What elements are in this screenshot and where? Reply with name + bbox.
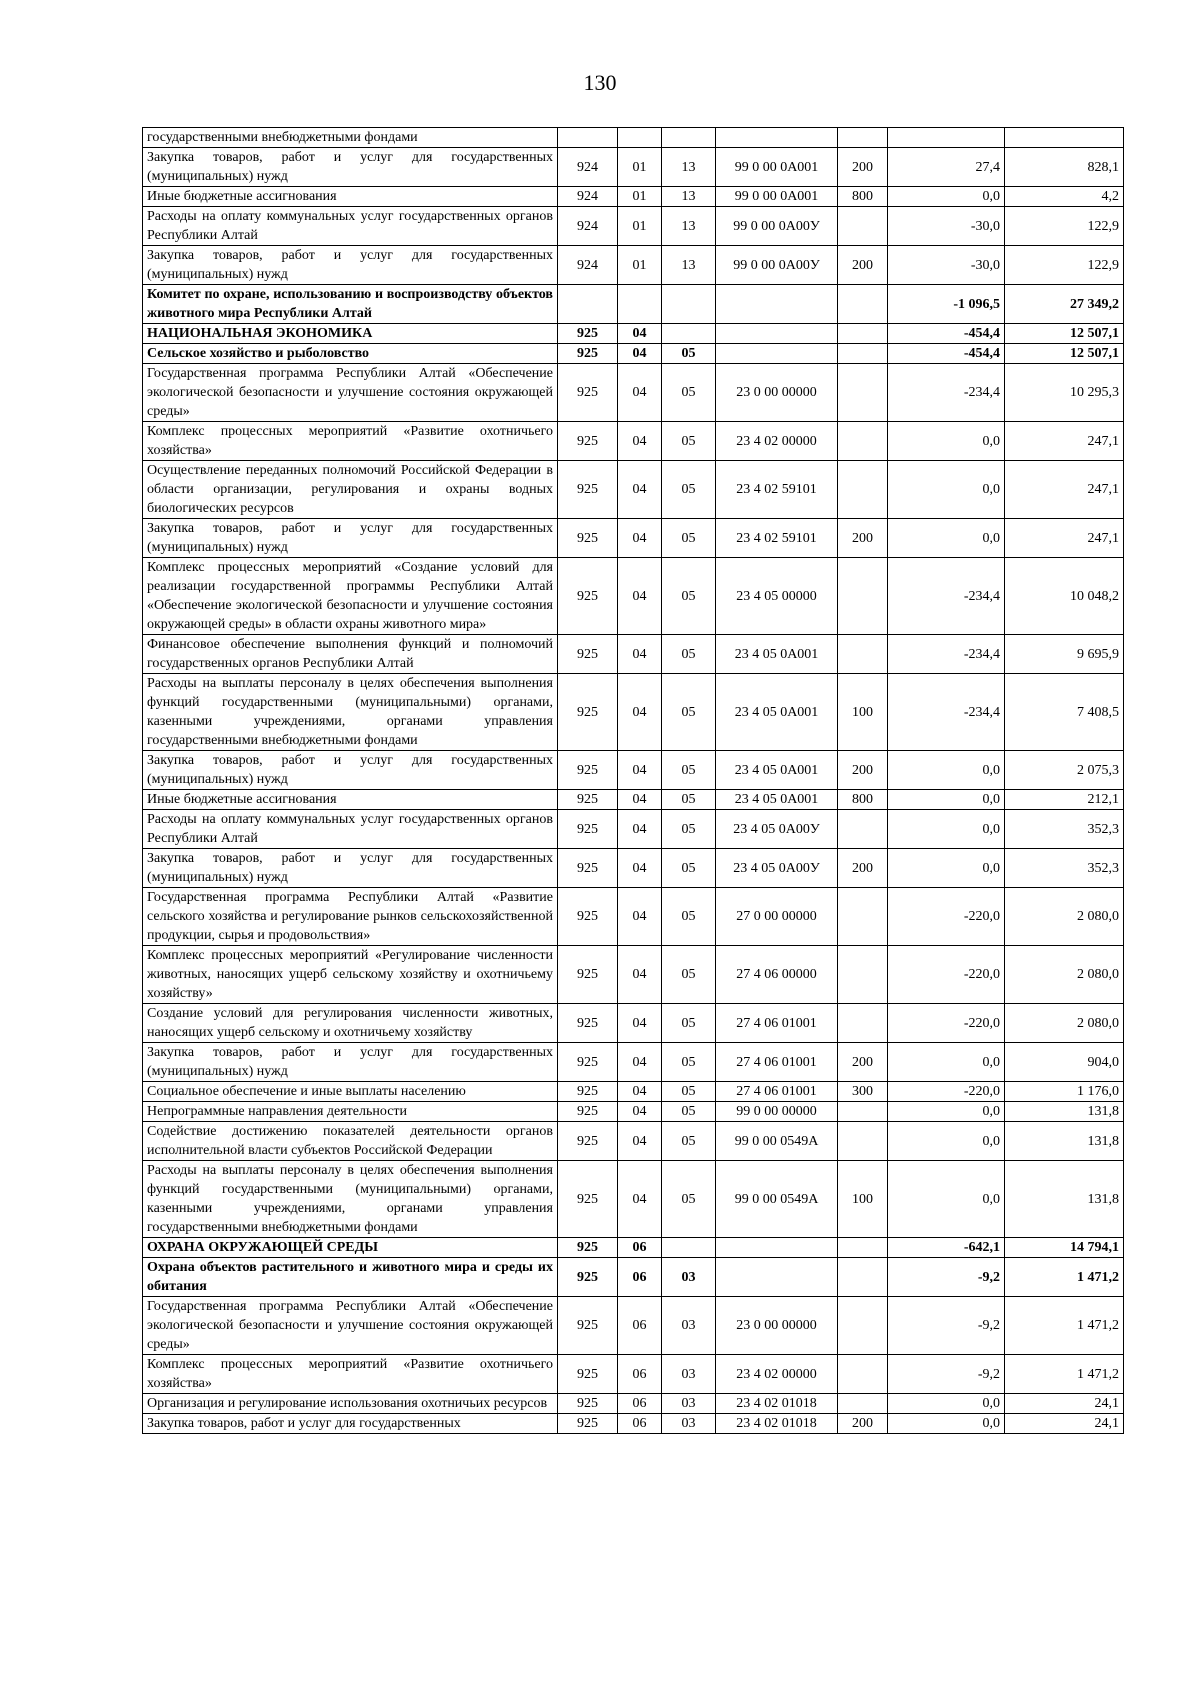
table-row (143, 187, 1124, 207)
row-change-amount-cell: 0,0 (888, 187, 1005, 207)
row-target-item-code-cell: 23 4 05 0А00У (716, 810, 838, 849)
row-section-code-cell: 04 (618, 344, 662, 364)
row-expense-type-code-cell (838, 1004, 888, 1043)
row-expense-type-code-cell: 200 (838, 148, 888, 187)
row-name-cell: государственными внебюджетными фондами (143, 128, 558, 148)
row-target-item-code-cell: 23 4 05 0А001 (716, 674, 838, 751)
row-name-cell: Комплекс процессных мероприятий «Развитие охотничьего хозяйства» (143, 1355, 558, 1394)
table-row (143, 246, 1124, 285)
row-subsection-code-cell: 05 (662, 1043, 716, 1082)
table-row (143, 1043, 1124, 1082)
row-subsection-code-cell (662, 285, 716, 324)
row-name-cell: Комплекс процессных мероприятий «Развитие охотничьего хозяйства» (143, 422, 558, 461)
row-change-amount-cell: 0,0 (888, 849, 1005, 888)
row-expense-type-code-cell (838, 1102, 888, 1122)
table-row (143, 324, 1124, 344)
row-subsection-code-cell: 05 (662, 519, 716, 558)
row-section-code-cell: 04 (618, 635, 662, 674)
table-row (143, 207, 1124, 246)
row-target-item-code-cell: 27 4 06 01001 (716, 1082, 838, 1102)
row-change-amount-cell: -234,4 (888, 364, 1005, 422)
row-expense-type-code-cell (838, 1355, 888, 1394)
row-section-code-cell: 06 (618, 1414, 662, 1434)
row-admin-code-cell: 925 (558, 1394, 618, 1414)
row-expense-type-code-cell (838, 1238, 888, 1258)
row-subsection-code-cell: 05 (662, 364, 716, 422)
row-expense-type-code-cell (838, 1297, 888, 1355)
row-expense-type-code-cell: 200 (838, 849, 888, 888)
row-subsection-code-cell (662, 1238, 716, 1258)
row-target-item-code-cell: 23 0 00 00000 (716, 1297, 838, 1355)
table-row (143, 635, 1124, 674)
row-expense-type-code-cell (838, 344, 888, 364)
row-admin-code-cell: 924 (558, 207, 618, 246)
row-target-item-code-cell (716, 1258, 838, 1297)
row-total-amount-cell: 2 080,0 (1005, 1004, 1124, 1043)
row-change-amount-cell: 0,0 (888, 422, 1005, 461)
row-change-amount-cell (888, 128, 1005, 148)
row-name-cell: Осуществление переданных полномочий Российской Федерации в области организации, регулирования и охраны водных биологических ресурсов (143, 461, 558, 519)
row-name-cell: НАЦИОНАЛЬНАЯ ЭКОНОМИКА (143, 324, 558, 344)
row-subsection-code-cell: 05 (662, 422, 716, 461)
row-name-cell: Комитет по охране, использованию и воспроизводству объектов животного мира Республики Алтай (143, 285, 558, 324)
row-target-item-code-cell: 99 0 00 00000 (716, 1102, 838, 1122)
table-row (143, 790, 1124, 810)
row-admin-code-cell: 925 (558, 324, 618, 344)
row-total-amount-cell: 247,1 (1005, 461, 1124, 519)
row-admin-code-cell: 924 (558, 148, 618, 187)
row-section-code-cell: 04 (618, 558, 662, 635)
row-subsection-code-cell: 13 (662, 148, 716, 187)
row-expense-type-code-cell (838, 207, 888, 246)
row-total-amount-cell: 2 080,0 (1005, 888, 1124, 946)
row-target-item-code-cell: 23 4 02 59101 (716, 519, 838, 558)
row-expense-type-code-cell (838, 422, 888, 461)
row-subsection-code-cell: 13 (662, 187, 716, 207)
row-total-amount-cell: 2 080,0 (1005, 946, 1124, 1004)
row-section-code-cell: 04 (618, 1082, 662, 1102)
table-row (143, 519, 1124, 558)
row-subsection-code-cell: 05 (662, 946, 716, 1004)
row-target-item-code-cell: 23 4 02 01018 (716, 1394, 838, 1414)
row-total-amount-cell: 12 507,1 (1005, 344, 1124, 364)
row-name-cell: Закупка товаров, работ и услуг для государственных (143, 1414, 558, 1434)
row-admin-code-cell: 925 (558, 1004, 618, 1043)
row-expense-type-code-cell: 200 (838, 1414, 888, 1434)
row-section-code-cell: 04 (618, 422, 662, 461)
row-expense-type-code-cell (838, 946, 888, 1004)
row-expense-type-code-cell (838, 1394, 888, 1414)
row-total-amount-cell: 10 048,2 (1005, 558, 1124, 635)
table-row (143, 1004, 1124, 1043)
row-name-cell: Охрана объектов растительного и животного мира и среды их обитания (143, 1258, 558, 1297)
row-change-amount-cell: 0,0 (888, 1394, 1005, 1414)
row-total-amount-cell: 4,2 (1005, 187, 1124, 207)
row-change-amount-cell: -220,0 (888, 1004, 1005, 1043)
table-row (143, 888, 1124, 946)
table-row (143, 558, 1124, 635)
table-row (143, 1122, 1124, 1161)
row-target-item-code-cell: 99 0 00 0А001 (716, 148, 838, 187)
row-total-amount-cell: 7 408,5 (1005, 674, 1124, 751)
table-row (143, 1238, 1124, 1258)
table-row (143, 1258, 1124, 1297)
row-change-amount-cell: 0,0 (888, 1414, 1005, 1434)
row-target-item-code-cell: 27 4 06 00000 (716, 946, 838, 1004)
row-admin-code-cell: 925 (558, 751, 618, 790)
row-change-amount-cell: -220,0 (888, 1082, 1005, 1102)
row-name-cell: Комплекс процессных мероприятий «Регулирование численности животных, наносящих ущерб сельскому хозяйству и охотничьему хозяйству» (143, 946, 558, 1004)
table-row (143, 849, 1124, 888)
table-row (143, 285, 1124, 324)
table-row (143, 461, 1124, 519)
row-change-amount-cell: -9,2 (888, 1355, 1005, 1394)
row-total-amount-cell: 828,1 (1005, 148, 1124, 187)
row-change-amount-cell: -642,1 (888, 1238, 1005, 1258)
row-change-amount-cell: -454,4 (888, 324, 1005, 344)
row-total-amount-cell: 131,8 (1005, 1161, 1124, 1238)
row-change-amount-cell: 27,4 (888, 148, 1005, 187)
row-change-amount-cell: -234,4 (888, 558, 1005, 635)
row-change-amount-cell: 0,0 (888, 461, 1005, 519)
row-change-amount-cell: -220,0 (888, 946, 1005, 1004)
row-subsection-code-cell: 03 (662, 1355, 716, 1394)
row-section-code-cell: 06 (618, 1238, 662, 1258)
row-admin-code-cell: 925 (558, 1161, 618, 1238)
row-admin-code-cell (558, 285, 618, 324)
row-change-amount-cell: 0,0 (888, 1102, 1005, 1122)
row-expense-type-code-cell (838, 1258, 888, 1297)
row-target-item-code-cell: 27 4 06 01001 (716, 1043, 838, 1082)
row-admin-code-cell: 925 (558, 344, 618, 364)
row-subsection-code-cell: 05 (662, 344, 716, 364)
row-admin-code-cell: 925 (558, 519, 618, 558)
row-expense-type-code-cell (838, 461, 888, 519)
row-total-amount-cell: 14 794,1 (1005, 1238, 1124, 1258)
row-subsection-code-cell: 05 (662, 558, 716, 635)
row-name-cell: Расходы на выплаты персоналу в целях обеспечения выполнения функций государственными (муниципальными) органами, казенными учреждениями, органами управления государственными внебюджетными фондами (143, 674, 558, 751)
row-change-amount-cell: -234,4 (888, 635, 1005, 674)
table-row (143, 946, 1124, 1004)
row-target-item-code-cell (716, 344, 838, 364)
row-total-amount-cell: 24,1 (1005, 1394, 1124, 1414)
row-expense-type-code-cell (838, 1122, 888, 1161)
table-row (143, 148, 1124, 187)
row-subsection-code-cell: 05 (662, 635, 716, 674)
row-subsection-code-cell: 05 (662, 461, 716, 519)
row-admin-code-cell: 925 (558, 674, 618, 751)
row-section-code-cell: 04 (618, 519, 662, 558)
row-section-code-cell: 06 (618, 1258, 662, 1297)
table-row (143, 364, 1124, 422)
row-total-amount-cell: 9 695,9 (1005, 635, 1124, 674)
row-expense-type-code-cell (838, 635, 888, 674)
row-name-cell: Закупка товаров, работ и услуг для государственных (муниципальных) нужд (143, 519, 558, 558)
table-row (143, 1102, 1124, 1122)
row-section-code-cell: 06 (618, 1394, 662, 1414)
budget-table (142, 127, 1124, 1434)
row-section-code-cell: 04 (618, 1161, 662, 1238)
row-change-amount-cell: 0,0 (888, 790, 1005, 810)
row-subsection-code-cell: 05 (662, 849, 716, 888)
row-admin-code-cell: 925 (558, 422, 618, 461)
row-total-amount-cell: 212,1 (1005, 790, 1124, 810)
row-target-item-code-cell: 23 4 05 0А00У (716, 849, 838, 888)
row-expense-type-code-cell: 800 (838, 790, 888, 810)
row-admin-code-cell: 925 (558, 1122, 618, 1161)
row-change-amount-cell: -220,0 (888, 888, 1005, 946)
row-total-amount-cell: 352,3 (1005, 810, 1124, 849)
row-total-amount-cell: 1 471,2 (1005, 1355, 1124, 1394)
row-expense-type-code-cell: 200 (838, 519, 888, 558)
table-row (143, 344, 1124, 364)
row-name-cell: Государственная программа Республики Алтай «Обеспечение экологической безопасности и улучшение состояния окружающей среды» (143, 364, 558, 422)
row-admin-code-cell: 925 (558, 461, 618, 519)
row-name-cell: Государственная программа Республики Алтай «Обеспечение экологической безопасности и улучшение состояния окружающей среды» (143, 1297, 558, 1355)
row-expense-type-code-cell (838, 888, 888, 946)
row-target-item-code-cell: 23 4 05 0А001 (716, 751, 838, 790)
row-change-amount-cell: 0,0 (888, 1043, 1005, 1082)
row-section-code-cell: 04 (618, 1102, 662, 1122)
row-admin-code-cell: 925 (558, 888, 618, 946)
row-target-item-code-cell: 23 4 02 00000 (716, 422, 838, 461)
row-target-item-code-cell (716, 128, 838, 148)
row-admin-code-cell: 925 (558, 1355, 618, 1394)
row-change-amount-cell: -30,0 (888, 246, 1005, 285)
row-target-item-code-cell: 99 0 00 0549А (716, 1161, 838, 1238)
row-target-item-code-cell (716, 1238, 838, 1258)
row-target-item-code-cell: 23 4 05 0А001 (716, 790, 838, 810)
row-total-amount-cell: 904,0 (1005, 1043, 1124, 1082)
row-subsection-code-cell: 03 (662, 1394, 716, 1414)
row-expense-type-code-cell (838, 285, 888, 324)
row-change-amount-cell: -234,4 (888, 674, 1005, 751)
row-admin-code-cell: 925 (558, 849, 618, 888)
table-row (143, 1082, 1124, 1102)
row-target-item-code-cell: 99 0 00 0А00У (716, 207, 838, 246)
row-expense-type-code-cell (838, 128, 888, 148)
table-row (143, 422, 1124, 461)
row-target-item-code-cell: 27 4 06 01001 (716, 1004, 838, 1043)
row-admin-code-cell: 925 (558, 1043, 618, 1082)
row-section-code-cell: 01 (618, 207, 662, 246)
row-subsection-code-cell: 05 (662, 790, 716, 810)
row-change-amount-cell: 0,0 (888, 1122, 1005, 1161)
row-target-item-code-cell (716, 324, 838, 344)
row-change-amount-cell: 0,0 (888, 519, 1005, 558)
row-expense-type-code-cell: 100 (838, 1161, 888, 1238)
page-number: 130 (583, 70, 617, 95)
row-subsection-code-cell: 05 (662, 751, 716, 790)
row-admin-code-cell: 925 (558, 1258, 618, 1297)
row-subsection-code-cell: 13 (662, 246, 716, 285)
row-section-code-cell: 04 (618, 751, 662, 790)
row-subsection-code-cell: 05 (662, 1161, 716, 1238)
row-expense-type-code-cell (838, 558, 888, 635)
row-name-cell: Содействие достижению показателей деятельности органов исполнительной власти субъектов Российской Федерации (143, 1122, 558, 1161)
row-expense-type-code-cell: 300 (838, 1082, 888, 1102)
row-admin-code-cell: 925 (558, 1414, 618, 1434)
row-subsection-code-cell: 05 (662, 1122, 716, 1161)
row-name-cell: Закупка товаров, работ и услуг для государственных (муниципальных) нужд (143, 246, 558, 285)
row-section-code-cell: 04 (618, 810, 662, 849)
row-section-code-cell: 01 (618, 187, 662, 207)
table-row (143, 1414, 1124, 1434)
row-total-amount-cell: 1 176,0 (1005, 1082, 1124, 1102)
table-row (143, 128, 1124, 148)
row-subsection-code-cell (662, 128, 716, 148)
row-target-item-code-cell: 99 0 00 0549А (716, 1122, 838, 1161)
row-total-amount-cell: 131,8 (1005, 1122, 1124, 1161)
row-expense-type-code-cell (838, 810, 888, 849)
row-admin-code-cell: 925 (558, 635, 618, 674)
row-name-cell: Закупка товаров, работ и услуг для государственных (муниципальных) нужд (143, 148, 558, 187)
row-target-item-code-cell: 23 0 00 00000 (716, 364, 838, 422)
row-name-cell: Закупка товаров, работ и услуг для государственных (муниципальных) нужд (143, 849, 558, 888)
row-target-item-code-cell: 99 0 00 0А001 (716, 187, 838, 207)
row-admin-code-cell: 925 (558, 364, 618, 422)
row-subsection-code-cell: 05 (662, 888, 716, 946)
row-expense-type-code-cell: 100 (838, 674, 888, 751)
row-admin-code-cell: 924 (558, 246, 618, 285)
row-change-amount-cell: -1 096,5 (888, 285, 1005, 324)
row-change-amount-cell: 0,0 (888, 751, 1005, 790)
row-name-cell: Расходы на оплату коммунальных услуг государственных органов Республики Алтай (143, 207, 558, 246)
row-total-amount-cell: 27 349,2 (1005, 285, 1124, 324)
row-total-amount-cell: 247,1 (1005, 519, 1124, 558)
row-total-amount-cell (1005, 128, 1124, 148)
row-total-amount-cell: 12 507,1 (1005, 324, 1124, 344)
row-subsection-code-cell: 05 (662, 1004, 716, 1043)
row-section-code-cell: 04 (618, 324, 662, 344)
row-name-cell: Расходы на оплату коммунальных услуг государственных органов Республики Алтай (143, 810, 558, 849)
row-subsection-code-cell (662, 324, 716, 344)
row-total-amount-cell: 2 075,3 (1005, 751, 1124, 790)
row-name-cell: Иные бюджетные ассигнования (143, 187, 558, 207)
row-change-amount-cell: 0,0 (888, 1161, 1005, 1238)
row-admin-code-cell: 925 (558, 946, 618, 1004)
row-total-amount-cell: 24,1 (1005, 1414, 1124, 1434)
row-subsection-code-cell: 05 (662, 1082, 716, 1102)
row-target-item-code-cell: 99 0 00 0А00У (716, 246, 838, 285)
row-target-item-code-cell: 27 0 00 00000 (716, 888, 838, 946)
row-admin-code-cell (558, 128, 618, 148)
row-total-amount-cell: 352,3 (1005, 849, 1124, 888)
row-subsection-code-cell: 05 (662, 674, 716, 751)
row-change-amount-cell: -9,2 (888, 1297, 1005, 1355)
row-expense-type-code-cell: 200 (838, 1043, 888, 1082)
row-change-amount-cell: -9,2 (888, 1258, 1005, 1297)
row-expense-type-code-cell: 200 (838, 751, 888, 790)
row-total-amount-cell: 122,9 (1005, 207, 1124, 246)
row-subsection-code-cell: 05 (662, 810, 716, 849)
row-expense-type-code-cell: 200 (838, 246, 888, 285)
table-row (143, 1355, 1124, 1394)
row-expense-type-code-cell (838, 324, 888, 344)
row-section-code-cell: 04 (618, 849, 662, 888)
row-section-code-cell: 06 (618, 1297, 662, 1355)
table-row (143, 1161, 1124, 1238)
row-name-cell: Закупка товаров, работ и услуг для государственных (муниципальных) нужд (143, 751, 558, 790)
row-name-cell: Финансовое обеспечение выполнения функций и полномочий государственных органов Республики Алтай (143, 635, 558, 674)
row-section-code-cell: 04 (618, 888, 662, 946)
row-admin-code-cell: 925 (558, 1297, 618, 1355)
row-section-code-cell: 04 (618, 1043, 662, 1082)
row-total-amount-cell: 247,1 (1005, 422, 1124, 461)
row-target-item-code-cell: 23 4 02 00000 (716, 1355, 838, 1394)
row-admin-code-cell: 925 (558, 1238, 618, 1258)
row-target-item-code-cell: 23 4 02 59101 (716, 461, 838, 519)
row-total-amount-cell: 131,8 (1005, 1102, 1124, 1122)
row-target-item-code-cell: 23 4 05 0А001 (716, 635, 838, 674)
row-section-code-cell (618, 285, 662, 324)
row-change-amount-cell: -454,4 (888, 344, 1005, 364)
row-name-cell: Государственная программа Республики Алтай «Развитие сельского хозяйства и регулирование рынков сельскохозяйственной продукции, сырья и продовольствия» (143, 888, 558, 946)
table-row (143, 1297, 1124, 1355)
row-admin-code-cell: 925 (558, 1082, 618, 1102)
row-change-amount-cell: -30,0 (888, 207, 1005, 246)
row-subsection-code-cell: 03 (662, 1414, 716, 1434)
row-name-cell: Закупка товаров, работ и услуг для государственных (муниципальных) нужд (143, 1043, 558, 1082)
table-row (143, 1394, 1124, 1414)
row-section-code-cell (618, 128, 662, 148)
row-target-item-code-cell: 23 4 02 01018 (716, 1414, 838, 1434)
row-total-amount-cell: 122,9 (1005, 246, 1124, 285)
table-row (143, 674, 1124, 751)
row-total-amount-cell: 10 295,3 (1005, 364, 1124, 422)
row-section-code-cell: 04 (618, 790, 662, 810)
row-admin-code-cell: 925 (558, 558, 618, 635)
row-admin-code-cell: 924 (558, 187, 618, 207)
row-name-cell: Сельское хозяйство и рыболовство (143, 344, 558, 364)
row-name-cell: Организация и регулирование использования охотничьих ресурсов (143, 1394, 558, 1414)
row-name-cell: Создание условий для регулирования численности животных, наносящих ущерб сельскому и охотничьему хозяйству (143, 1004, 558, 1043)
row-name-cell: Комплекс процессных мероприятий «Создание условий для реализации государственной программы Республики Алтай «Обеспечение экологической безопасности и улучшение состояния окружающей среды» в области охраны животного мира» (143, 558, 558, 635)
row-subsection-code-cell: 03 (662, 1258, 716, 1297)
row-subsection-code-cell: 05 (662, 1102, 716, 1122)
table-row (143, 810, 1124, 849)
row-section-code-cell: 06 (618, 1355, 662, 1394)
row-name-cell: Иные бюджетные ассигнования (143, 790, 558, 810)
row-target-item-code-cell (716, 285, 838, 324)
row-name-cell: Непрограммные направления деятельности (143, 1102, 558, 1122)
row-expense-type-code-cell (838, 364, 888, 422)
row-section-code-cell: 04 (618, 674, 662, 751)
row-admin-code-cell: 925 (558, 810, 618, 849)
row-name-cell: ОХРАНА ОКРУЖАЮЩЕЙ СРЕДЫ (143, 1238, 558, 1258)
row-name-cell: Социальное обеспечение и иные выплаты населению (143, 1082, 558, 1102)
row-admin-code-cell: 925 (558, 1102, 618, 1122)
table-row (143, 751, 1124, 790)
row-admin-code-cell: 925 (558, 790, 618, 810)
row-section-code-cell: 04 (618, 1004, 662, 1043)
row-section-code-cell: 01 (618, 148, 662, 187)
row-section-code-cell: 04 (618, 461, 662, 519)
row-subsection-code-cell: 13 (662, 207, 716, 246)
row-section-code-cell: 04 (618, 1122, 662, 1161)
row-subsection-code-cell: 03 (662, 1297, 716, 1355)
row-section-code-cell: 01 (618, 246, 662, 285)
row-expense-type-code-cell: 800 (838, 187, 888, 207)
row-target-item-code-cell: 23 4 05 00000 (716, 558, 838, 635)
row-change-amount-cell: 0,0 (888, 810, 1005, 849)
row-total-amount-cell: 1 471,2 (1005, 1297, 1124, 1355)
row-total-amount-cell: 1 471,2 (1005, 1258, 1124, 1297)
row-name-cell: Расходы на выплаты персоналу в целях обеспечения выполнения функций государственными (муниципальными) органами, казенными учреждениями, органами управления государственными внебюджетными фондами (143, 1161, 558, 1238)
row-section-code-cell: 04 (618, 364, 662, 422)
row-section-code-cell: 04 (618, 946, 662, 1004)
